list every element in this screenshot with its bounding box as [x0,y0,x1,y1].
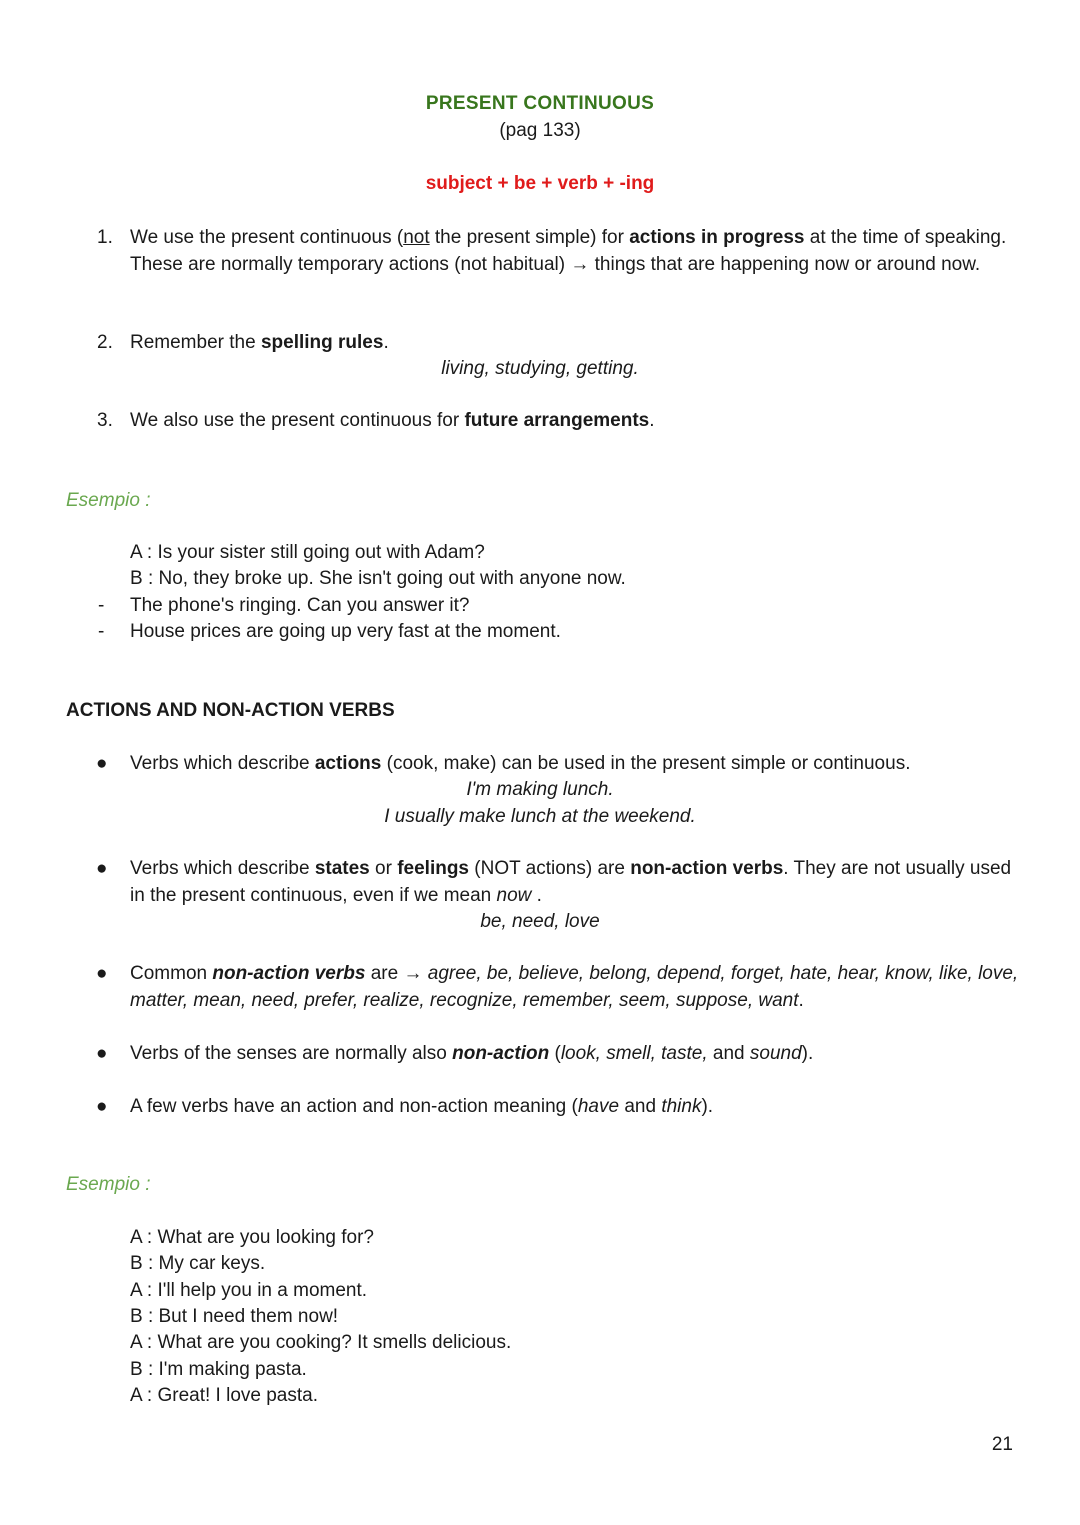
dialogue-line: B : My car keys. [130,1253,266,1274]
text-run: We also use the present continuous for [130,410,465,431]
list-number-1: 1. [97,227,113,248]
text-run: ( [549,1043,561,1064]
grammar-formula: subject + be + verb + -ing [425,173,655,194]
bullet-item-5 [130,1094,1020,1121]
text-run: (cook, make) can be used in the present simple or continuous. [381,753,911,774]
page-title: PRESENT CONTINUOUS [425,93,655,114]
verb-list: agree, be, believe, belong, depend, forget, hate, hear, know, like, love, matter, mean, need, prefer, realize, recognize, remember, seem, suppose, want [130,963,1019,1011]
text-run: A few verbs have an action and non-action meaning ( [130,1096,578,1117]
list-item-2 [130,330,1020,357]
bullet-example: I'm making lunch. [466,779,614,800]
dialogue-line: B : But I need them now! [130,1306,339,1327]
page-number: 21 [991,1434,1013,1455]
text-run: ). [801,1043,814,1064]
bullet-marker: ● [96,753,108,774]
bullet-marker: ● [96,963,108,984]
text-run: or [369,858,398,879]
text-run: Remember the [130,332,261,353]
text-run: and [707,1043,750,1064]
bold-text: states [314,858,370,879]
text-run: ). [701,1096,714,1117]
dialogue-line: B : I'm making pasta. [130,1359,307,1380]
example-line: The phone's ringing. Can you answer it? [130,595,470,616]
dash-marker: - [98,595,105,616]
page-reference: (pag 133) [499,120,581,141]
text-run: Verbs which describe [130,753,315,774]
bold-text: actions in progress [629,227,805,248]
text-run: and [619,1096,662,1117]
bold-text: spelling rules [260,332,384,353]
text-run: . They are not usually used in the present continuous, even if we mean [130,858,1012,906]
text-run: . [383,332,389,353]
text-run: at the time of speaking. These are normally temporary actions (not habitual) → things that are happening now or around now. [130,227,1007,275]
text-run: Common [130,963,213,984]
text-run: Verbs which describe [130,858,315,879]
example-label-1: Esempio : [66,490,151,511]
dialogue-line: A : What are you looking for? [130,1227,374,1248]
bullet-example: I usually make lunch at the weekend. [384,806,696,827]
text-run: Verbs of the senses are normally also [130,1043,453,1064]
bold-text: future arrangements [464,410,650,431]
bullet-marker: ● [96,858,108,879]
list-number-3: 3. [97,410,113,431]
dash-marker: - [98,621,105,642]
bullet-item-4 [130,1041,1020,1068]
text-run: (NOT actions) are [469,858,631,879]
bullet-item-1 [130,751,1020,778]
bullet-example: be, need, love [480,911,600,932]
italic-text: look, smell, taste, [560,1043,708,1064]
list-item-3 [130,408,1020,435]
bullet-item-2 [130,856,1020,909]
spelling-examples: living, studying, getting. [441,358,639,379]
text-run: . [649,410,655,431]
bullet-marker: ● [96,1096,108,1117]
section-heading: ACTIONS AND NON-ACTION VERBS [66,700,395,721]
example-line: House prices are going up very fast at the moment. [130,621,561,642]
list-item-1 [130,225,1020,278]
text-run: . [531,884,542,906]
dialogue-line: A : Great! I love pasta. [130,1385,318,1406]
dialogue-line: A : I'll help you in a moment. [130,1280,368,1301]
text-run: . [798,989,804,1011]
example-label-2: Esempio : [66,1174,151,1195]
bullet-item-3 [130,961,1020,1014]
italic-text: sound [749,1043,802,1064]
underlined-text: not [403,227,430,248]
italic-text: now [496,884,532,906]
text-run: are → [365,963,428,984]
bold-text: feelings [397,858,470,879]
list-number-2: 2. [97,332,113,353]
dialogue-line: A : What are you cooking? It smells delicious. [130,1332,512,1353]
bold-italic-text: non-action [452,1043,550,1064]
italic-text: have [577,1096,620,1117]
italic-text: think [661,1096,702,1117]
bold-text: actions [314,753,382,774]
example-line: A : Is your sister still going out with Adam? [130,542,485,563]
text-run: the present simple) for [429,227,630,248]
text-run: We use the present continuous ( [130,227,404,248]
bold-text: non-action verbs [630,858,784,879]
bullet-marker: ● [96,1043,108,1064]
bold-italic-text: non-action verbs [212,963,366,984]
example-line: B : No, they broke up. She isn't going out with anyone now. [130,568,626,589]
